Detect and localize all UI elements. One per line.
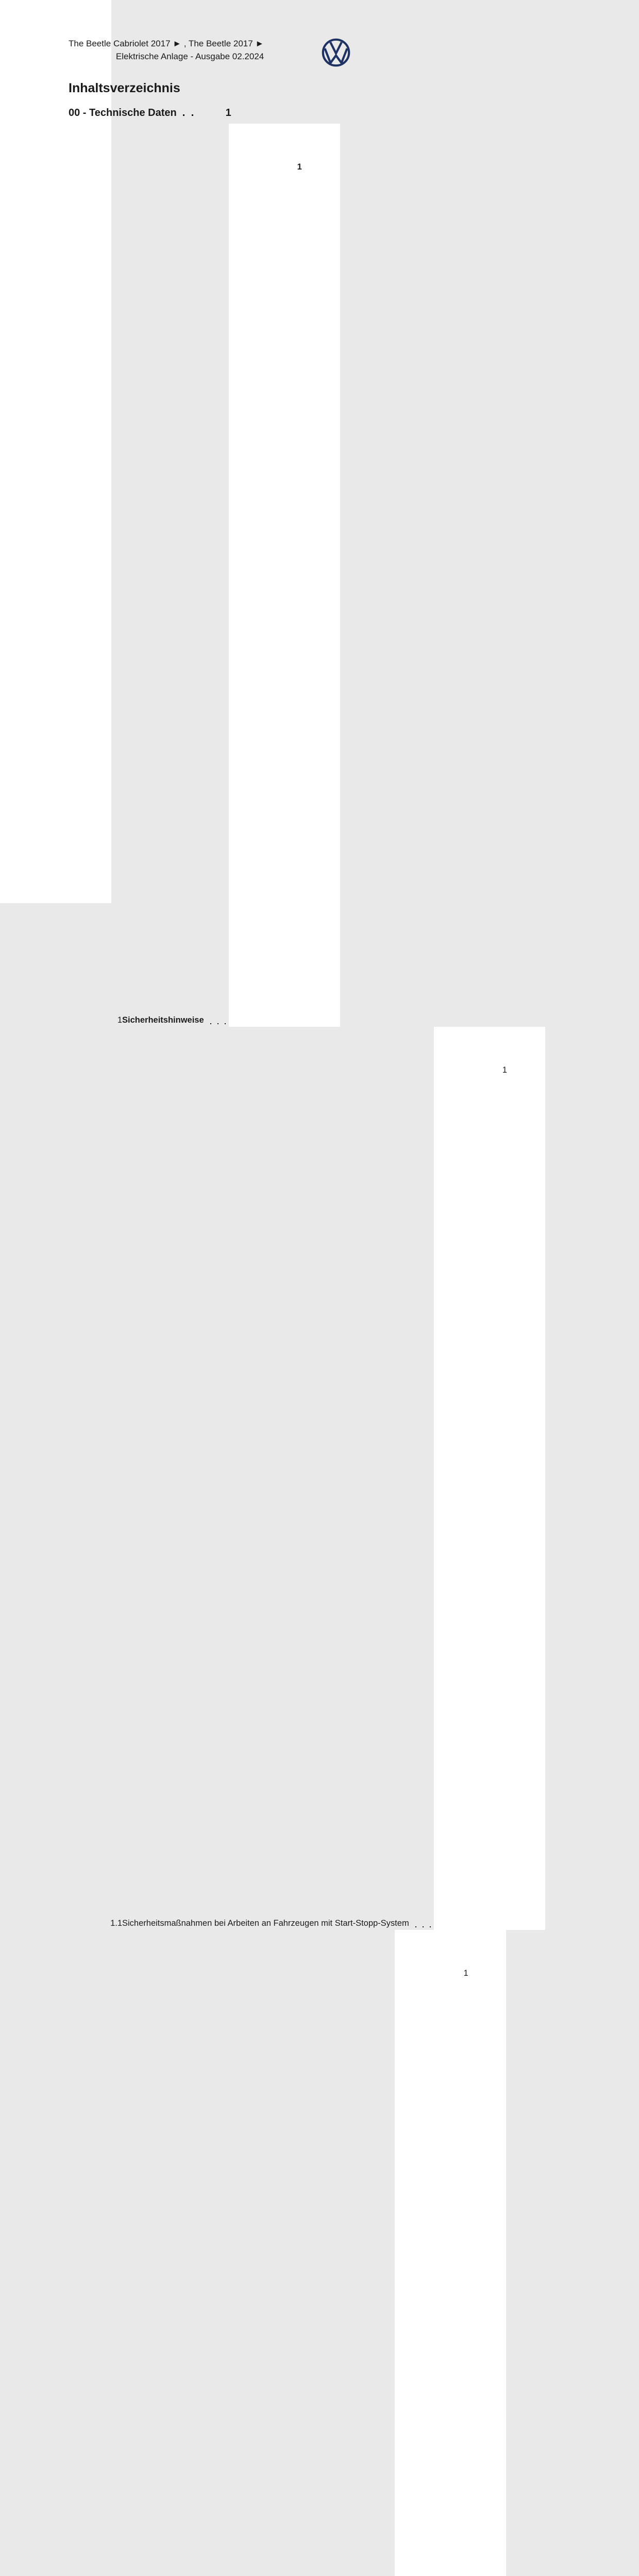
header-model-line: The Beetle Cabriolet 2017 ► , The Beetle 2017 ► (69, 39, 264, 48)
entry-page-number: 1 (434, 1027, 545, 1930)
entry-number: 1.1 (110, 1919, 122, 1928)
entry-page-number: 1 (395, 1930, 506, 2576)
dot-leader (415, 1920, 431, 1930)
dot-leader (183, 108, 198, 119)
header-text (69, 37, 322, 63)
entry-title: Sicherheitshinweise (122, 1015, 204, 1025)
entry-page-number: 1 (229, 124, 340, 1027)
header-edition-line: Elektrische Anlage - Ausgabe 02.2024 (115, 52, 264, 61)
chapter-label: 00 - Technische Daten (69, 107, 177, 118)
chapter-page-number: 1 (225, 107, 231, 118)
manual-toc-page: The Beetle Cabriolet 2017 ► , The Beetle 2017 ► Elektrische Anlage - Ausgabe 02.2024 Inhaltsverzeichnis 00 - Technische Daten 1 1 Sicherheitshinweise 1 1.1 Sicherheitsmaßnahmen bei Arbeiten an Fahrzeugen mit Start-Stopp-System 1 1 (0, 0, 111, 903)
entry-title: Sicherheitsmaßnahmen bei Arbeiten an Fahrzeugen mit Start-Stopp-System (122, 1919, 409, 1928)
dot-leader (210, 1017, 226, 1027)
entry-number: 1 (117, 1015, 122, 1025)
volkswagen-logo-icon (322, 38, 350, 67)
